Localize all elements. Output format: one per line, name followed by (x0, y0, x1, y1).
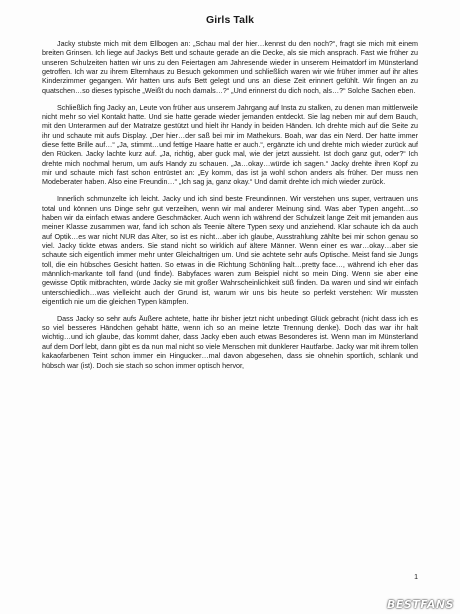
paragraph: Schließlich fing Jacky an, Leute von früher aus unserem Jahrgang auf Insta zu stalken, zu denen man mittlerweile nicht mehr so viel Kontakt hatte. Und sie hatte gerade wieder jemanden entdeckt. Sie lag neben mir auf dem Bauch, mit den Unterarmen auf der Matratze gestützt und hielt ihr Handy in beiden Händen. Ich drehte mich auf die Seite zu ihr und schaute mit aufs Display. „Der hier…der saß bei mir im Mathekurs. Boah, war das ein Nerd. Der hatte immer diese fette Brille auf…“ „Ja, stimmt…und fettige Haare hatte er auch.“, ergänzte ich und drehte mich wieder zurück auf den Rücken. Jacky lachte kurz auf. „Ja, richtig, aber guck mal, wie der jetzt aussieht. Ist doch ganz gut, oder?“ Ich drehte mich nochmal herum, um aufs Handy zu schauen. „Ja…okay…würde ich sagen.“ Jacky drehte ihren Kopf zu mir und schaute mich fast schon entrüstet an: „Ey komm, das ist ja wohl schon anders als früher. Der muss nen Modeberater haben. Also eine Freundin…“ „Ich sag ja, ganz okay.“ Und damit drehte ich mich wieder zurück. (42, 103, 418, 187)
paragraph: Dass Jacky so sehr aufs Äußere achtete, hatte ihr bisher jetzt nicht unbedingt Glück gebracht (nicht dass ich es so viel besseres Händchen gehabt hätte, wenn ich so an meine letzte Trennung denke). Doch das war ihr halt wichtig…und ich glaube, das kommt daher, dass Jacky eben auch etwas Besonderes ist. Wenn man im Münsterland auf dem Dorf lebt, dann gibt es da nun mal nicht so viele Menschen mit dunklerer Hautfarbe. Jacky war mit ihrem tollen kakaofarbenen Teint schon immer ein Hingucker…mal davon abgesehen, dass sie ohnehin sportlich, schlank und hübsch war (ist). Doch sie stach so schon immer optisch hervor, (42, 314, 418, 370)
page-number: 1 (414, 574, 418, 581)
paragraph: Jacky stubste mich mit dem Ellbogen an: „Schau mal der hier…kennst du den noch?“, fragt sie mich mit einem breiten Grinsen. Ich liege auf Jackys Bett und schaute gerade an die Decke, als sie mich ansprach. Fast wie früher zu unseren Schulzeiten hatten wir uns zu den Feiertagen am Jahresende wieder in unserem Heimatdorf im Münsterland getroffen. Ich war zu ihrem Elternhaus zu Besuch gekommen und schließlich waren wir wie früher immer auf ihr altes Kinderzimmer gegangen. Wir hatten uns aufs Bett gelegt und uns an diese Zeit erinnert gefühlt. Wir fingen an zu quatschen…so dieses typische „Weißt du noch damals…?“ „Und erinnerst du dich noch, als…?“ Solche Sachen eben. (42, 40, 418, 95)
document-body (42, 40, 418, 378)
watermark-logo: BESTFANS (386, 598, 454, 611)
document-title: Girls Talk (205, 14, 255, 26)
paragraph: Innerlich schmunzelte ich leicht. Jacky und ich sind beste Freundinnen. Wir verstehen uns super, vertrauen uns total und können uns Dinge sehr gut verzeihen, wenn wir mal anderer Meinung sind. Was aber Typen angeht…so haben wir da einfach etwas andere Geschmäcker. Auch wenn ich während der Schulzeit lange Zeit mit jemanden aus meiner Klasse zusammen war, fand ich schon als Teenie ältere Typen sexy und anziehend. Klar schaute ich da auch auf Optik…es war nicht NUR das Alter, so ist es nicht…aber ich glaube, Ausstrahlung zählte bei mir schon genau so viel. Jacky tickte etwas anders. Sie stand nicht so wirklich auf ältere Männer. Wenn einer es war…okay…aber sie schaute sich eigentlich immer mehr unter Gleichaltrigen um. Und sie achtete sehr aufs Optische. Meist fand sie Jungs toll, die ein hübsches Gesicht hatten. So etwas in die Richtung Schönling halt…pretty face…, während ich eher das männlich-markante toll fand (und finde). Babyfaces waren zum Beispiel nicht so mein Ding. Wenn sie aber eine gewisse Optik mitbrachten, würde Jacky sie mit großer Wahrscheinlichkeit süß finden. Da waren und sind wir einfach unterschiedlich…was vielleicht auch der Grund ist, warum wir uns bis heute so perfekt verstehen: Wir mussten eigentlich nie um die gleichen Typen kämpfen. (42, 195, 418, 306)
